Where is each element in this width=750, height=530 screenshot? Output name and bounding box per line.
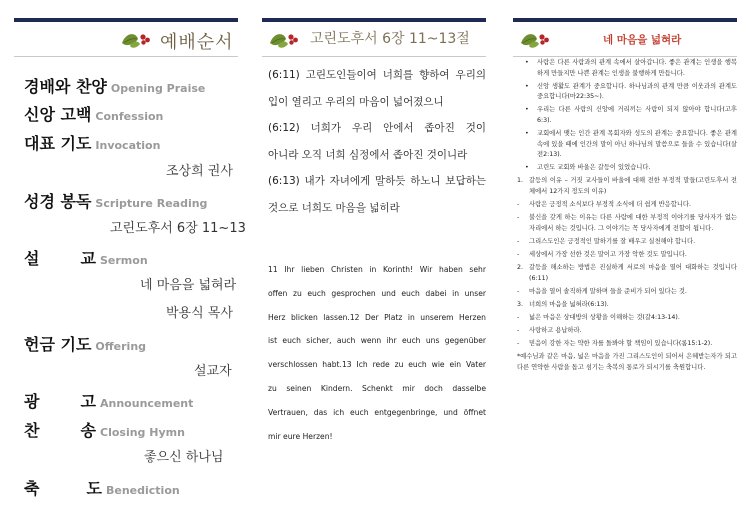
sermon-note: - 마음을 열어 솔직하게 말하며 들을 준비가 되어 있다는 것.: [517, 287, 687, 295]
scripture-korean-line: 것으로 너희도 마음을 넓히라: [268, 201, 400, 214]
sermon-note: • 고린도 교회와 바울은 갈등이 있었습니다.: [525, 164, 651, 172]
scripture-german-line: ist euch sicher, auch wenn ihr euch uns gegenüber: [268, 336, 486, 346]
worship-item-closing-hymn: 찬 송 Closing Hymn: [24, 421, 185, 440]
sermon-notes-title: 네 마음을 넓혀라: [603, 34, 682, 46]
sermon-note: • 교회에서 맺는 인간 관계 목회자와 성도의 관계는 중요합니다. 좋은 관계속에 있을 때에 인간의 말이 아닌 하나님의 말씀으로 들을 수 있습니다(살전2:13).: [525, 130, 737, 159]
sermon-note: - 믿음이 강한 자는 약한 자를 돌봐야 할 책임이 있습니다(롬15:1-2).: [517, 340, 713, 348]
sermon-note: 3. 너희의 마음을 넓혀라(6:13).: [517, 300, 609, 308]
sermon-note: • 사람은 다른 사람과의 관계 속에서 살아갑니다. 좋은 관계는 인생을 행복하게 만들지만 나쁜 관계는 인생을 불행하게 만듭니다.: [525, 59, 737, 77]
preacher-name: 박용식 목사: [166, 306, 233, 321]
scripture-korean-line: 입이 열리고 우리의 마음이 넓어졌으니: [268, 95, 444, 108]
sermon-header: [513, 18, 737, 57]
scripture-german-line: zu seinen Kindern. Schenkt mir doch dasselbe: [268, 383, 486, 393]
closing-hymn-title: 좋으신 하나님: [144, 450, 224, 465]
worship-order-panel: [0, 0, 246, 530]
worship-header: [14, 18, 238, 57]
worship-item-opening-praise: 경배와 찬양 Opening Praise: [24, 77, 206, 96]
scripture-german-line: verschlossen habt.13 Ich rede zu euch wie ein Vater: [268, 360, 486, 370]
invocation-leader: 조상희 권사: [166, 164, 233, 179]
sermon-closing-note: *예수님과 같은 마음, 넓은 마음을 가진 그리스도인이 되어서 은혜받는자가 되고 다른 연약한 사람을 돕고 섬기는 축복의 통로가 되시기를 축원합니다.: [517, 353, 737, 371]
scripture-header: [262, 18, 486, 57]
worship-item-announcement: 광 고 Announcement: [24, 392, 194, 411]
sermon-note: - 불신을 갖게 하는 이유는 다른 사람에 대한 부정적 이야기를 당사자가 없는 자리에서 하는 것입니다. 그 이야기는 꼭 당사자에게 전할이 됩니다.: [517, 214, 737, 232]
scripture-german-line: Vertrauen, das ich euch entgegenbringe, und öffnet: [268, 407, 486, 417]
worship-item-confession: 신앙 고백 Confession: [24, 105, 164, 124]
worship-item-benediction: 축 도 Benediction: [24, 479, 180, 498]
leaf-berry-ornament-icon: [519, 29, 551, 51]
sermon-note: 2. 갈등을 해소하는 방법은 진실하게 서로의 마음을 열어 대화하는 것입니다(6:11): [517, 264, 737, 282]
leaf-berry-ornament-icon: [268, 29, 300, 51]
sermon-note: - 사람은 긍정적 소식보다 부정적 소식에 더 쉽게 반응합니다.: [517, 201, 691, 209]
scripture-german-line: offen zu euch gesprochen und euch dabei in unser: [268, 288, 486, 298]
worship-item-offering: 헌금 기도 Offering: [24, 335, 147, 354]
scripture-korean-line: (6:13) 내가 자녀에게 말하듯 하노니 보답하는: [268, 175, 486, 187]
sermon-note: - 넓은 마음은 상대방의 상황을 이해하는 것(갈4:13-14).: [517, 313, 680, 321]
worship-item-sermon: 설 교 Sermon: [24, 249, 148, 268]
scripture-korean-line: (6:11) 고린도인들이여 너희를 향하여 우리의: [268, 69, 486, 81]
sermon-note: • 우리는 다른 사람의 신앙에 거리끼는 사람이 되지 않아야 합니다(고후6:3).: [525, 106, 737, 124]
scripture-panel: [256, 0, 496, 530]
sermon-note: - 세상에서 가장 선한 것은 말이고 가장 악한 것도 말입니다.: [517, 251, 687, 258]
sermon-notes-panel: [505, 0, 745, 530]
scripture-korean-line: (6:12) 너희가 우리 안에서 좁아진 것이: [268, 122, 486, 134]
sermon-note: - 사랑하고 용납하라.: [517, 327, 582, 335]
sermon-notes-list: [517, 58, 737, 376]
worship-item-scripture-reading: 성경 봉독 Scripture Reading: [24, 192, 208, 211]
sermon-title: 네 마음을 넓혀라: [140, 278, 237, 293]
scripture-german-text: [268, 258, 486, 448]
scripture-korean-line: 아니라 오직 너희 심정에서 좁아진 것이니라: [268, 148, 468, 161]
sermon-note: 1. 갈등의 이유 – 거짓 교사들이 바울에 대해 전한 부정적 말들(고린도후서 전체에서 12가지 정도의 이유): [517, 177, 737, 196]
sermon-note: • 신앙 생활도 관계가 중요합니다. 하나님과의 관계 만큼 이웃과의 관계도 중요합니다(마22:35~).: [525, 82, 737, 101]
scripture-german-line: mir eure Herzen!: [268, 431, 333, 441]
scripture-reference: 고린도후서 6장 11~13: [110, 221, 246, 236]
scripture-german-line: Herz blicken lassen.12 Der Platz in unserem Herzen: [268, 312, 486, 322]
worship-item-invocation: 대표 기도 Invocation: [24, 134, 161, 153]
scripture-german-line: 11 Ihr lieben Christen in Korinth! Wir haben sehr: [268, 265, 486, 274]
worship-title: 예배순서: [160, 32, 234, 53]
scripture-title: 고린도후서 6장 11~13절: [310, 31, 470, 47]
sermon-note: - 그리스도인은 긍정적인 말하기를 잘 배우고 실천해야 합니다.: [517, 237, 696, 245]
scripture-korean-text: [268, 62, 486, 221]
leaf-berry-ornament-icon: [120, 29, 152, 51]
offering-prayer-leader: 설교자: [194, 364, 232, 379]
